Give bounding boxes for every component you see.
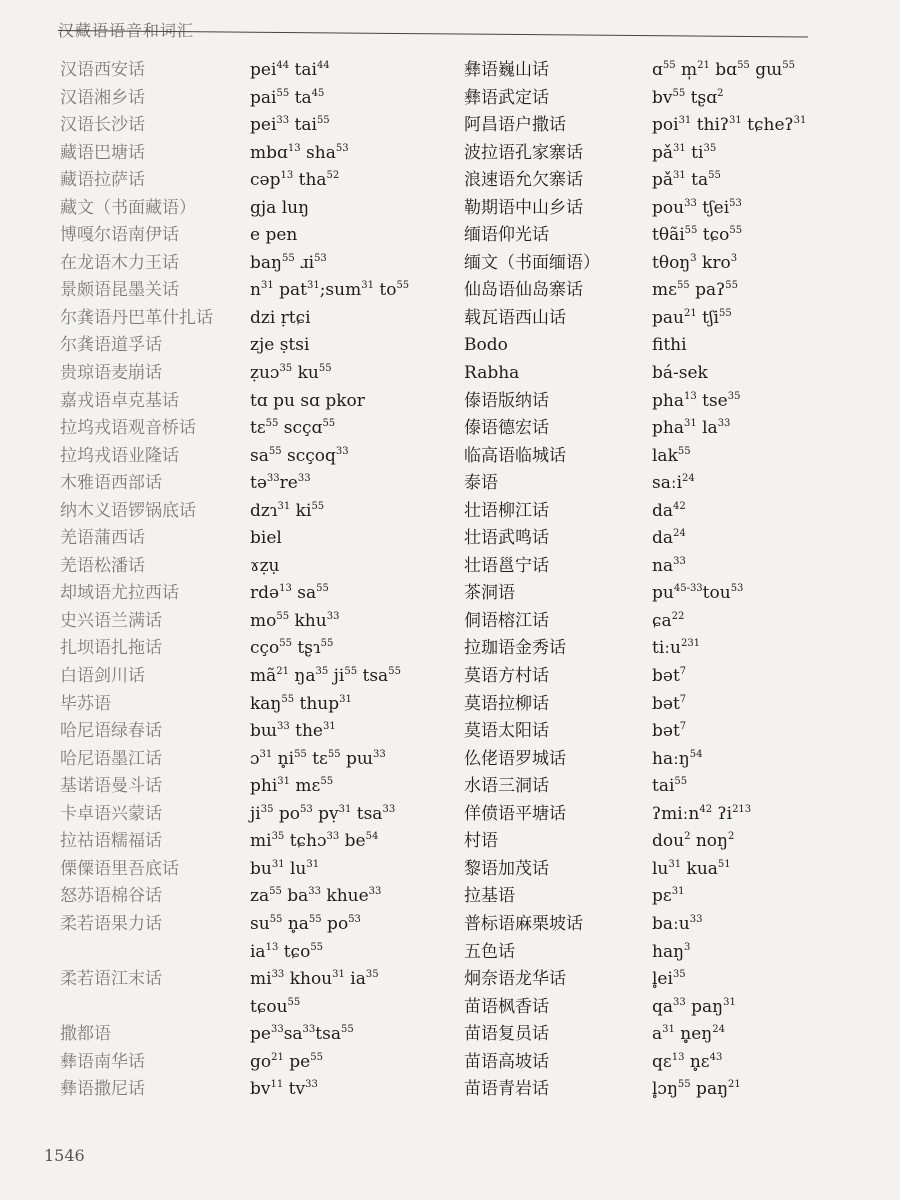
language-name: 基诺语曼斗话 — [60, 776, 162, 797]
language-name: 拉珈语金秀话 — [464, 638, 566, 659]
language-name: 缅语仰光话 — [464, 225, 549, 246]
phonetic-form: $da^{42}$ — [652, 500, 686, 521]
left-form-column — [250, 57, 409, 1104]
language-name: 柔若语江末话 — [60, 969, 162, 990]
language-name: 侗语榕江话 — [464, 610, 549, 631]
phonetic-form: fithi — [652, 335, 687, 356]
phonetic-form: $mi^{35}$ tɕhɔ$^{33}$ $be^{54}$ — [250, 831, 379, 852]
language-name: 藏语巴塘话 — [60, 142, 145, 163]
language-name: 博嘎尔语南伊话 — [60, 225, 179, 246]
phonetic-form: $mã^{21}$ $ŋa^{35}$ $ji^{55}$ tsa$^{55}$ — [250, 666, 401, 687]
phonetic-form: tiːu$^{231}$ — [652, 638, 701, 659]
language-name: 彝语撒尼话 — [60, 1079, 145, 1100]
phonetic-form: saːi$^{24}$ — [652, 473, 695, 494]
language-name: 藏文（书面藏语） — [60, 197, 196, 218]
language-name: 炯奈语龙华话 — [464, 969, 566, 990]
language-name: 却域语尤拉西话 — [60, 583, 179, 604]
phonetic-form: pau$^{21}$ tʃi$^{55}$ — [652, 307, 732, 328]
phonetic-form: pei$^{33}$ tai$^{55}$ — [250, 115, 330, 136]
language-name: 佯偾语平塘话 — [464, 803, 566, 824]
phonetic-form: $za^{55}$ $ba^{33}$ khue$^{33}$ — [250, 886, 382, 907]
phonetic-form: $su^{55}$ $n̥a^{55}$ $po^{53}$ — [250, 913, 361, 934]
phonetic-form: zje ṣtsi — [250, 335, 310, 356]
phonetic-form: $sa^{55}$ scçoq$^{33}$ — [250, 445, 349, 466]
language-name: 汉语长沙话 — [60, 115, 145, 136]
phonetic-form: $da^{24}$ — [652, 528, 686, 549]
page-number: 1546 — [44, 1146, 85, 1165]
phonetic-form: $pu^{45-33}tou^{53}$ — [652, 583, 744, 604]
phonetic-form: tɕou$^{55}$ — [250, 996, 301, 1017]
language-name: 汉语湘乡话 — [60, 87, 145, 108]
language-name: 藏语拉萨话 — [60, 170, 145, 191]
language-name: 苗语高坡话 — [464, 1051, 549, 1072]
language-name: 怒苏语棉谷话 — [60, 886, 162, 907]
language-name: 在龙语木力王话 — [60, 252, 179, 273]
language-name: 莫语拉柳话 — [464, 693, 549, 714]
phonetic-form: phi$^{31}$ mɛ$^{55}$ — [250, 776, 334, 797]
language-name: 木雅语西部话 — [60, 473, 162, 494]
language-name: 村语 — [464, 831, 498, 852]
phonetic-form: cço$^{55}$ tʂɿ$^{55}$ — [250, 638, 334, 659]
phonetic-form: cəp$^{13}$ tha$^{52}$ — [250, 170, 340, 191]
language-name: 仙岛语仙岛寨话 — [464, 280, 583, 301]
phonetic-form: rdə$^{13}$ $sa^{55}$ — [250, 583, 329, 604]
language-name: 普标语麻栗坡话 — [464, 913, 583, 934]
language-name — [60, 939, 213, 967]
language-name: 仫佬语罗城话 — [464, 748, 566, 769]
phonetic-form: $na^{33}$ — [652, 555, 686, 576]
phonetic-form: dzɿ$^{31}$ $ki^{55}$ — [250, 500, 325, 521]
phonetic-form: ẓuɔ$^{35}$ $ku^{55}$ — [250, 363, 332, 384]
language-name: 毕苏语 — [60, 693, 111, 714]
language-name: 壮语武鸣话 — [464, 528, 549, 549]
language-name: 贵琼语麦崩话 — [60, 363, 162, 384]
phonetic-form: tɑ pu sɑ pkor — [250, 390, 365, 411]
phonetic-form: l̥ɔŋ$^{55}$ paŋ$^{21}$ — [652, 1079, 741, 1100]
phonetic-form: e pen — [250, 225, 298, 246]
language-name — [60, 994, 213, 1022]
phonetic-form: pɛ$^{31}$ — [652, 886, 685, 907]
language-name: 纳木义语锣锅底话 — [60, 500, 196, 521]
phonetic-form: $ia^{13}$ tɕo$^{55}$ — [250, 941, 324, 962]
phonetic-form: $qa^{33}$ paŋ$^{31}$ — [652, 996, 736, 1017]
phonetic-form: lak$^{55}$ — [652, 445, 691, 466]
phonetic-form: haːŋ$^{54}$ — [652, 748, 703, 769]
language-name: 壮语邕宁话 — [464, 555, 549, 576]
phonetic-form: ʔmiːn$^{42}$ ʔi$^{213}$ — [652, 803, 752, 824]
language-name: 傣语德宏话 — [464, 418, 549, 439]
language-name: 黎语加茂话 — [464, 858, 549, 879]
language-name: 壮语柳江话 — [464, 500, 549, 521]
phonetic-form: ɤẓụ — [250, 555, 280, 576]
phonetic-form: ɔ$^{31}$ $n̥i^{55}$ tɛ$^{55}$ pɯ$^{33}$ — [250, 748, 386, 769]
language-name: 彝语南华话 — [60, 1051, 145, 1072]
phonetic-form: $lu^{31}$ kua$^{51}$ — [652, 858, 731, 879]
language-name: 羌语蒲西话 — [60, 528, 145, 549]
phonetic-form: ɕa$^{22}$ — [652, 610, 685, 631]
language-name: 浪速语允欠寨话 — [464, 170, 583, 191]
phonetic-form: $bv^{55}$ tʂɑ$^2$ — [652, 87, 724, 108]
language-name: 嘉戎语卓克基话 — [60, 390, 179, 411]
running-header: 汉藏语语音和词汇 — [58, 21, 195, 40]
language-name: 五色话 — [464, 941, 515, 962]
phonetic-form: bət$^7$ — [652, 693, 687, 714]
language-name: 景颇语昆墨关话 — [60, 280, 179, 301]
language-name: 白语剑川话 — [60, 666, 145, 687]
language-name: 柔若语果力话 — [60, 913, 162, 934]
phonetic-form: pha$^{31}$ $la^{33}$ — [652, 418, 731, 439]
language-name: 勒期语中山乡话 — [464, 197, 583, 218]
language-name: 茶洞语 — [464, 583, 515, 604]
language-name: 拉基语 — [464, 886, 515, 907]
phonetic-form: kaŋ$^{55}$ thup$^{31}$ — [250, 693, 352, 714]
language-name: 彝语巍山话 — [464, 60, 549, 80]
language-name: 傣语版纳话 — [464, 390, 549, 411]
phonetic-form: $pe^{33}sa^{33}tsa^{55}$ — [250, 1024, 354, 1045]
language-name: 莫语方村话 — [464, 666, 549, 687]
phonetic-form: bət$^7$ — [652, 721, 687, 742]
language-name: 卡卓语兴蒙话 — [60, 803, 162, 824]
phonetic-form: $mi^{33}$ khou$^{31}$ $ia^{35}$ — [250, 969, 379, 990]
phonetic-form: haŋ$^3$ — [652, 941, 691, 962]
phonetic-form: $l̥ei^{35}$ — [652, 969, 686, 990]
phonetic-form: $pǎ^{31}$ $ti^{35}$ — [652, 142, 717, 163]
phonetic-form: tθoŋ$^3$ kro$^3$ — [652, 252, 738, 273]
phonetic-form: bɯ$^{33}$ the$^{31}$ — [250, 721, 336, 742]
language-name: 苗语复员话 — [464, 1024, 549, 1045]
left-language-column — [60, 57, 213, 1104]
phonetic-form: $n^{31}$ pat$^{31}$;sum$^{31}$ $to^{55}$ — [250, 280, 410, 301]
phonetic-form: bət$^7$ — [652, 666, 687, 687]
phonetic-form: qɛ$^{13}$ n̥ɛ$^{43}$ — [652, 1051, 723, 1072]
phonetic-form: gja luŋ — [250, 197, 310, 218]
language-name: 波拉语孔家寨话 — [464, 142, 583, 163]
phonetic-form: $tə^{33}re^{33}$ — [250, 473, 311, 494]
language-name: 羌语松潘话 — [60, 555, 145, 576]
right-form-column — [652, 57, 806, 1104]
phonetic-form: poi$^{31}$ thiʔ$^{31}$ tɕheʔ$^{31}$ — [652, 115, 807, 136]
language-name: 汉语西安话 — [60, 60, 145, 80]
language-name: 拉祜语糯福话 — [60, 831, 162, 852]
language-name: Bodo — [464, 335, 508, 356]
phonetic-form: dzi ṛtɕi — [250, 307, 311, 328]
language-name: 莫语太阳话 — [464, 721, 549, 742]
language-name: 苗语枫香话 — [464, 996, 549, 1017]
phonetic-form: $mo^{55}$ khu$^{33}$ — [250, 610, 340, 631]
language-name: 临高语临城话 — [464, 445, 566, 466]
language-name: 拉坞戎语业隆话 — [60, 445, 179, 466]
phonetic-form: tai$^{55}$ — [652, 776, 688, 797]
language-name: 泰语 — [464, 473, 498, 494]
language-name: 缅文（书面缅语） — [464, 252, 600, 273]
phonetic-form: tθãi$^{55}$ tɕo$^{55}$ — [652, 225, 743, 246]
phonetic-form: dou$^2$ noŋ$^2$ — [652, 831, 735, 852]
phonetic-form: $pǎ^{31}$ $ta^{55}$ — [652, 170, 721, 191]
language-name: Rabha — [464, 363, 520, 384]
language-name: 撒都语 — [60, 1024, 111, 1045]
phonetic-form: $bu^{31}$ $lu^{31}$ — [250, 858, 320, 879]
phonetic-form: $a^{31}$ $n̥̥eŋ^{24}$ — [652, 1024, 725, 1045]
language-name: 扎坝语扎拖话 — [60, 638, 162, 659]
right-language-column — [464, 57, 600, 1104]
phonetic-form: bá-sek — [652, 363, 708, 384]
phonetic-form: pou$^{33}$ tʃei$^{53}$ — [652, 197, 742, 218]
phonetic-form: ɑ$^{55}$ m̩$^{21}$ bɑ$^{55}$ gɯ$^{55}$ — [652, 60, 795, 80]
phonetic-form: biel — [250, 528, 282, 549]
language-name: 哈尼语墨江话 — [60, 748, 162, 769]
phonetic-form: baŋ$^{55}$ ɹi$^{53}$ — [250, 252, 327, 273]
phonetic-form: mɛ$^{55}$ paʔ$^{55}$ — [652, 280, 738, 301]
phonetic-form: $bv^{11}$ $tv^{33}$ — [250, 1079, 318, 1100]
phonetic-form: mbɑ$^{13}$ sha$^{53}$ — [250, 142, 349, 163]
phonetic-form: pha$^{13}$ tse$^{35}$ — [652, 390, 741, 411]
language-name: 水语三洞话 — [464, 776, 549, 797]
phonetic-form: tɛ$^{55}$ scçɑ$^{55}$ — [250, 418, 336, 439]
language-name: 史兴语兰满话 — [60, 610, 162, 631]
language-name: 尔龚语丹巴革什扎话 — [60, 307, 213, 328]
language-name: 阿昌语户撒话 — [464, 115, 566, 136]
language-name: 傈僳语里吾底话 — [60, 858, 179, 879]
language-name: 载瓦语西山话 — [464, 307, 566, 328]
language-name: 彝语武定话 — [464, 87, 549, 108]
language-name: 尔龚语道孚话 — [60, 335, 162, 356]
language-name: 拉坞戎语观音桥话 — [60, 418, 196, 439]
phonetic-form: $go^{21}$ $pe^{55}$ — [250, 1051, 323, 1072]
phonetic-form: pei$^{44}$ tai$^{44}$ — [250, 60, 330, 80]
phonetic-form: pai$^{55}$ $ta^{45}$ — [250, 87, 325, 108]
phonetic-form: $ji^{35}$ $po^{53}$ pṿ$^{31}$ tsa$^{33}$ — [250, 803, 396, 824]
language-name: 苗语青岩话 — [464, 1079, 549, 1100]
phonetic-form: baːu$^{33}$ — [652, 913, 703, 934]
language-name: 哈尼语绿春话 — [60, 721, 162, 742]
